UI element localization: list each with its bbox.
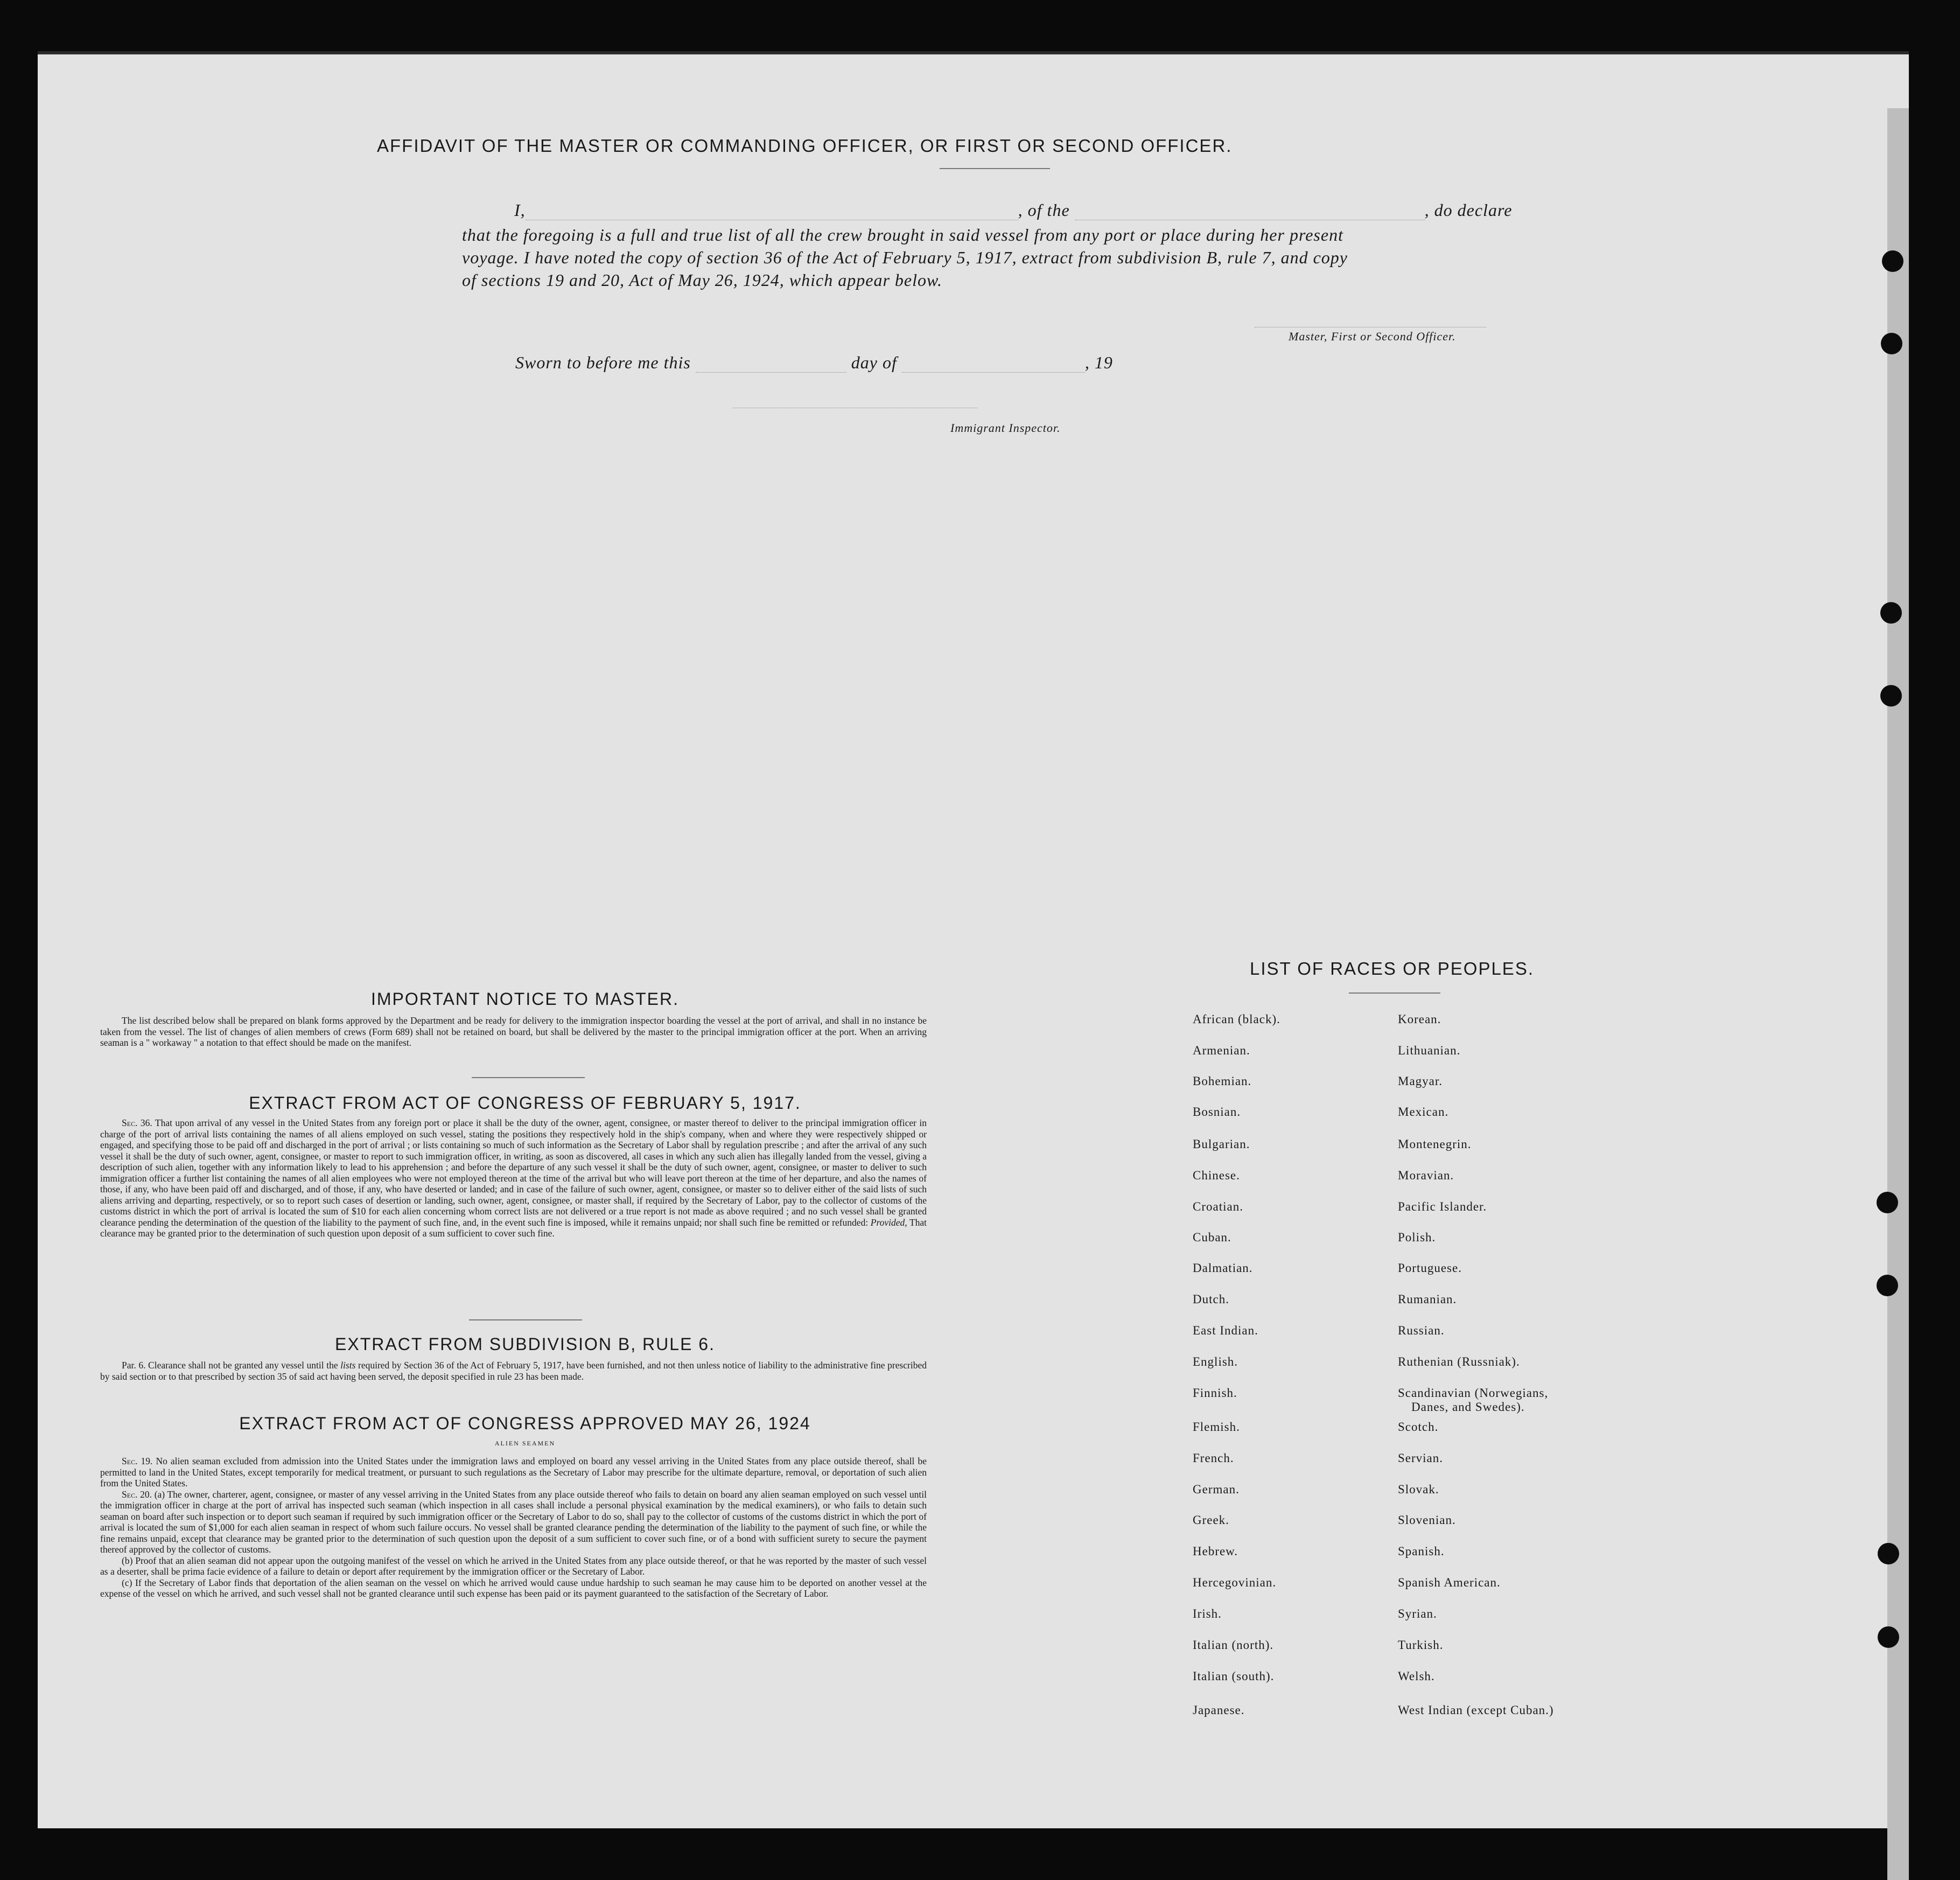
race-entry: Bulgarian.: [1193, 1137, 1250, 1151]
binder-hole: [1878, 1543, 1899, 1564]
races-title: LIST OF RACES OR PEOPLES.: [1249, 959, 1535, 979]
race-entry: Spanish.: [1398, 1544, 1445, 1558]
extract-1917-title: EXTRACT FROM ACT OF CONGRESS OF FEBRUARY 5, 1917.: [249, 1093, 801, 1113]
section-36-text: That upon arrival of any vessel in the United States from any foreign port or place it shall be the duty of the owner, agent, consignee, or master thereof to deliver to the principal immigration officer in charge of the port of arrival lists containing the names of all aliens employed on such vessel, stating the positions they respectively hold in the ship's company, when and where they were respectively shipped or engaged, and specifying those to be paid off and discharged in the port of arrival ; or lists containing so much of such information as the Secretary of Labor shall by regulation prescribe ; and after the arrival of any such vessel it shall be the duty of such owner, agent, consignee, or master to report to such immigration officer, in writing, as soon as discovered, all cases in which any such alien has illegally landed from the vessel, giving a description of such alien, together with any information likely to lead to his apprehension ; and before the departure of any such vessel it shall be the duty of such owner, agent, consignee, or master to deliver to such immigration officer a further list containing the names of all alien employees who were not employed thereon at the time of the arrival but who will leave port thereon at the time of her departure, and also the names of those, if any, who have been paid off and discharged, and of those, if any, who have deserted or landed; and in case of the failure of such owner, agent, consignee, or master so to deliver either of the said lists of such aliens arriving and departing, respectively, or so to report such cases of desertion or landing, such owner, agent, consignee, or master shall, if required by the Secretary of Labor, pay to the collector of customs of the customs district in which the port of arrival is located the sum of $10 for each alien concerning whom correct lists are not delivered or a true report is not made as above required ; and no such vessel shall be granted clearance pending the determination of the question of the liability to the payment of such fine, and, in the event such fine is imposed, while it remains unpaid; nor shall such fine be remitted or refunded:: [100, 1117, 927, 1228]
day-of-label: day of: [851, 353, 897, 372]
binder-hole: [1881, 333, 1902, 354]
binder-hole: [1877, 1192, 1898, 1213]
affidavit-body-line: of sections 19 and 20, Act of May 26, 1924, which appear below.: [462, 270, 942, 290]
race-entry: French.: [1193, 1451, 1234, 1465]
race-entry: African (black).: [1193, 1012, 1280, 1026]
declarant-name-field[interactable]: [526, 204, 1018, 220]
race-entry: Bohemian.: [1193, 1074, 1252, 1088]
section-19-text: No alien seaman excluded from admission into the United States under the immigration laws and employed on board any vessel arriving in the United States from any place outside thereof, shall be permitted to land in the United States, except temporarily for medical treatment, or pursuant to such regulations as the Secretary of Labor may prescribe for the ultimate departure, removal, or deportation of such alien from the United States.: [100, 1456, 927, 1488]
race-entry: Lithuanian.: [1398, 1044, 1461, 1057]
affidavit-body-line: that the foregoing is a full and true list of all the crew brought in said vessel from any port or place during her present: [462, 225, 1343, 244]
race-entry: Cuban.: [1193, 1231, 1231, 1244]
master-signature-field[interactable]: [1255, 326, 1486, 327]
extract-rule6-text: [100, 1360, 927, 1382]
notice-text: [100, 1015, 927, 1049]
race-entry: Finnish.: [1193, 1386, 1237, 1400]
section-label: Sec. 36.: [122, 1117, 152, 1128]
race-entry: Dutch.: [1193, 1292, 1229, 1306]
race-entry: Polish.: [1398, 1231, 1436, 1244]
divider: [1349, 993, 1440, 994]
race-entry: Scandinavian (Norwegians,: [1398, 1386, 1549, 1400]
sworn-month-field[interactable]: [902, 356, 1085, 373]
race-entry: Russian.: [1398, 1324, 1445, 1337]
race-entry: Greek.: [1193, 1513, 1229, 1527]
binder-hole: [1878, 1626, 1899, 1648]
race-entry: Mexican.: [1398, 1105, 1449, 1119]
binder-hole: [1880, 602, 1902, 624]
binder-hole: [1877, 1275, 1898, 1296]
section-20c-text: (c) If the Secretary of Labor finds that deportation of the alien seaman on the vessel on which he arrived would cause undue hardship to such seaman he may cause him to be deported on another vessel at the expense of the vessel on which he arrived, and such vessel shall not be granted clearance until such expense has been paid or its payment guaranteed to the satisfaction of the Secretary of Labor.: [100, 1577, 927, 1599]
race-entry: Flemish.: [1193, 1420, 1240, 1434]
sworn-label: Sworn to before me this: [515, 353, 691, 372]
race-entry: Chinese.: [1193, 1169, 1240, 1182]
race-entry: Italian (north).: [1193, 1638, 1274, 1652]
race-entry: Japanese.: [1193, 1703, 1245, 1717]
extract-1917-text: [100, 1117, 927, 1239]
extract-rule6-title: EXTRACT FROM SUBDIVISION B, RULE 6.: [335, 1334, 715, 1354]
race-entry-continuation: Danes, and Swedes).: [1411, 1400, 1525, 1414]
race-entry: Servian.: [1398, 1451, 1444, 1465]
race-entry: English.: [1193, 1355, 1238, 1368]
notice-title: IMPORTANT NOTICE TO MASTER.: [371, 989, 679, 1009]
declarant-line: [514, 200, 1512, 220]
alien-seamen-subtitle: ALIEN SEAMEN: [494, 1439, 556, 1447]
rule6-text: Par. 6. Clearance shall not be granted any vessel until the: [122, 1360, 338, 1371]
race-entry: Bosnian.: [1193, 1105, 1241, 1119]
affidavit-title: AFFIDAVIT OF THE MASTER OR COMMANDING OFFICER, OR FIRST OR SECOND OFFICER.: [377, 136, 1233, 156]
binder-hole: [1880, 685, 1902, 707]
do-declare-label: , do declare: [1424, 200, 1513, 220]
race-entry: Hebrew.: [1193, 1544, 1238, 1558]
race-entry: Portuguese.: [1398, 1261, 1462, 1275]
race-entry: Moravian.: [1398, 1169, 1454, 1182]
section-label: Sec. 20.: [122, 1488, 152, 1500]
section-20a-text: (a) The owner, charterer, agent, consignee, or master of any vessel arriving in the United States from any place outside thereof who fails to detain on board any alien seaman employed on such vessel until the immigration officer in charge at the port of arrival has inspected such seaman (which inspection in all cases shall include a personal physical examination by the medical examiners), or who fails to detain such seaman on board after such inspection or to deport such seaman if required by such immigration officer or the Secretary of Labor to do so, shall pay to the collector of customs of the customs district in which the port of arrival is located the sum of $1,000 for each alien seaman in respect of whom such failure occurs. No vessel shall be granted clearance pending the determination of the liability to the payment of such fine, or while the fine remains unpaid, except that clearance may be granted prior to the determination of such question upon the deposit of a sum sufficient to cover such fine, or of a bond with sufficient surety to secure the payment thereof approved by the collector of customs.: [100, 1488, 927, 1555]
sworn-line: [515, 353, 1113, 373]
binder-hole: [1882, 250, 1903, 272]
inspector-signature-field[interactable]: [732, 407, 977, 408]
race-entry: Rumanian.: [1398, 1292, 1457, 1306]
affidavit-body-line: voyage. I have noted the copy of section 36 of the Act of February 5, 1917, extract from subdivision B, rule 7, and copy: [462, 248, 1348, 267]
race-entry: German.: [1193, 1483, 1240, 1496]
race-entry: Irish.: [1193, 1607, 1222, 1620]
sworn-day-field[interactable]: [696, 356, 846, 373]
race-entry: West Indian (except Cuban.): [1398, 1703, 1554, 1717]
race-entry: Italian (south).: [1193, 1669, 1275, 1683]
year-label: , 19: [1084, 353, 1113, 372]
race-entry: Dalmatian.: [1193, 1261, 1253, 1275]
race-entry: Hercegovinian.: [1193, 1576, 1277, 1589]
race-entry: Pacific Islander.: [1398, 1200, 1487, 1213]
lists-label: lists: [340, 1360, 356, 1371]
race-entry: Syrian.: [1398, 1607, 1437, 1620]
race-entry: Welsh.: [1398, 1669, 1435, 1683]
section-36-text-end: That clearance may be granted prior to the determination of such question upon deposit of a sum sufficient to cover such fine.: [100, 1217, 927, 1239]
rule6-text-end: required by Section 36 of the Act of February 5, 1917, have been furnished, and not then unless notice of liability to the administrative fine prescribed by said section or to that prescribed by section 35 of said act having been served, the deposit specified in rule 23 has been made.: [100, 1360, 927, 1382]
inspector-caption: Immigrant Inspector.: [950, 421, 1061, 435]
race-entry: Spanish American.: [1398, 1576, 1501, 1589]
race-entry: Slovak.: [1398, 1483, 1439, 1496]
notice-paragraph: The list described below shall be prepared on blank forms approved by the Department and be ready for delivery to the immigration inspector boarding the vessel at the port of arrival, and shall in no instance be taken from the vessel. The list of changes of alien members of crews (Form 689) shall not be retained on board, but shall be delivered by the master to the principal immigration officer at the port. When an arriving seaman is a " workaway " a notation to that effect should be made on the manifest.: [100, 1015, 927, 1048]
extract-1924-title: EXTRACT FROM ACT OF CONGRESS APPROVED MAY 26, 1924: [239, 1414, 811, 1433]
race-entry: Armenian.: [1193, 1044, 1250, 1057]
divider: [469, 1319, 582, 1320]
race-entry: Scotch.: [1398, 1420, 1439, 1434]
race-entry: Korean.: [1398, 1012, 1441, 1026]
race-entry: Ruthenian (Russniak).: [1398, 1355, 1520, 1368]
divider: [472, 1077, 585, 1078]
section-label: Sec. 19.: [122, 1456, 153, 1466]
provided-label: Provided,: [870, 1217, 907, 1228]
race-entry: Magyar.: [1398, 1074, 1443, 1088]
extract-1924-text: [100, 1456, 927, 1599]
divider: [940, 168, 1050, 169]
i-label: I,: [514, 200, 526, 220]
of-the-label: , of the: [1018, 200, 1070, 220]
page-edge: [1887, 108, 1909, 1880]
race-entry: Croatian.: [1193, 1200, 1243, 1213]
race-entry: Slovenian.: [1398, 1513, 1456, 1527]
race-entry: Turkish.: [1398, 1638, 1444, 1652]
signature-caption: Master, First or Second Officer.: [1289, 330, 1456, 343]
race-entry: East Indian.: [1193, 1324, 1258, 1337]
section-20b-text: (b) Proof that an alien seaman did not appear upon the outgoing manifest of the vessel on which he arrived in the United States from any place outside thereof, or that he was reported by the master of such vessel as a deserter, shall be prima facie evidence of a failure to detain or deport after requirement by the immigration officer or the Secretary of Labor.: [100, 1555, 927, 1577]
vessel-name-field[interactable]: [1075, 204, 1425, 220]
race-entry: Montenegrin.: [1398, 1137, 1472, 1151]
